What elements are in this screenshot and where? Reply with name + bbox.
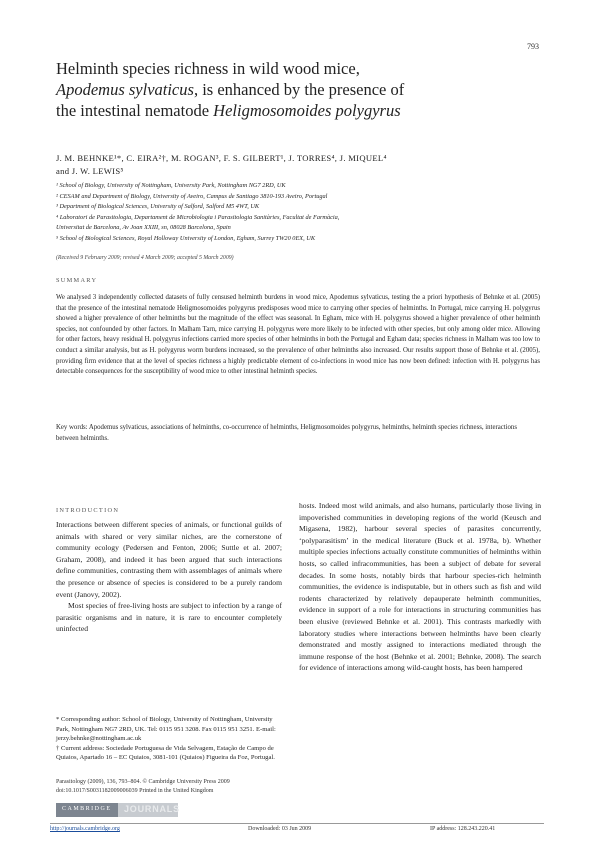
- authors-line-2: and J. W. LEWIS⁵: [56, 165, 124, 176]
- journal-info-line-1: Parasitology (2009), 136, 793–804. © Cambridge University Press 2009: [56, 779, 230, 785]
- authors-line-1: J. M. BEHNKE¹*, C. EIRA²†, M. ROGAN³, F. S. GILBERT¹, J. TORRES⁴, J. MIQUEL⁴: [56, 153, 387, 163]
- affiliation-5: ⁵ School of Biological Sciences, Royal Holloway University of London, Egham, Surrey TW20 0EX, UK: [56, 234, 316, 242]
- keywords: Key words: Apodemus sylvaticus, associations of helminths, co-occurrence of helminths, Heligmosomoides polygyrus, helminths, helminth species richness, interactions between helminths.: [56, 424, 517, 442]
- author-list: [56, 152, 546, 177]
- intro-paragraph-2: Most species of free-living hosts are subject to infection by a range of parasitic organisms and in nature, it is rare to encounter completely uninfected: [56, 601, 282, 634]
- body-right-column: [299, 500, 541, 674]
- journals-logo-text: JOURNALS: [118, 803, 178, 817]
- journal-citation: [56, 778, 230, 796]
- affiliation-4-cont: Universitat de Barcelona, Av Joan XXIII, sn, 08028 Barcelona, Spain: [56, 224, 231, 232]
- article-title: [56, 58, 536, 121]
- intro-paragraph-1: Interactions between different species of animals, or functional guilds of animals with shared or very similar niches, are the cornerstone of community ecology (Pedersen and Fenton, 2006; Suttle et al. 2007; Graham, 2008), and indeed it has been argued that such interactions define communities, contrasting them with assemblages of animals where the presence or absence of species is considered to be a purely random event (Janovy, 2002).: [56, 520, 282, 599]
- affiliations: [56, 181, 536, 245]
- abstract-text: We analysed 3 independently collected datasets of fully censused helminth burdens in wood mice, Apodemus sylvaticus, testing the a priori hypothesis of Behnke et al. (2005) that the presence of the intestinal nematode Heligmosomoides polygyrus predisposes wood mice to carrying other species of helminths. In Portugal, mice carrying H. polygyrus showed a higher prevalence of other helminths but the magnitude of the effect was seasonal. In Egham, mice with H. polygyrus showed a higher prevalence of other helminth species, not confounded by other factors. In Malham Tarn, mice carrying H. polygyrus were more likely to be infected with other species, but only among older mice. Allowing for other factors, heavy residual H. polygyrus infections carried more species of other helminths in both the Portugal and Egham data; species richness in Malham was too low to conduct a similar analysis, but as H. polygyrus worm burdens increased, so the prevalence of other helminths also increased. Our results support those of Behnke et al. (2005), providing firm evidence that at the level of species richness a highly predictable element of co-infections in wood mice has now been defined: infection with H. polygyrus has detectable consequences for the susceptibility of wood mice to other intestinal helminth species.: [56, 294, 540, 376]
- page-number: 793: [527, 42, 539, 51]
- title-nematode-italic: Heligmosomoides polygyrus: [213, 101, 401, 120]
- download-date: Downloaded: 03 Jun 2009: [248, 826, 312, 832]
- ip-address: IP address: 128.243.220.41: [430, 826, 496, 832]
- introduction-heading: INTRODUCTION: [56, 507, 120, 514]
- title-line-2: , is enhanced by the presence of: [193, 80, 405, 99]
- cambridge-logo-text: CAMBRIDGE: [56, 803, 118, 817]
- title-line-1: Helminth species richness in wild wood mice,: [56, 59, 360, 78]
- affiliation-3: ³ Department of Biological Sciences, University of Salford, Salford M5 4WT, UK: [56, 203, 260, 211]
- intro-paragraph-right: hosts. Indeed most wild animals, and also humans, particularly those living in impoverished communities in developing regions of the world (Keusch and Migasena, 1982), harbour several species of parasites concurrently, ‘polyparasitism’ in the medical literature (Buck et al. 1978a, b). Whether multiple species infections actually constitute communities of helminths within hosts, so called infracommunities, has been a subject of debate for several decades. In some hosts, notably birds that harbour species-rich helminth communities, the evidence is indisputable, but in others such as fish and wild rodents characterized by relatively depauperate helminth communities, evidence in support of a role for interactions in structuring communities has been elusive (reviewed Behnke et al. 2001). This contrasts markedly with laboratory studies where interactions between helminths have been clearly demonstrated and mostly assigned to interactions mediated through the immune response of the host (Behnke et al. 2001; Behnke, 2008). The search for evidence of interactions among wild-caught hosts, has been hampered: [299, 501, 541, 673]
- received-dates: (Received 9 February 2009; revised 4 March 2009; accepted 5 March 2009): [56, 255, 234, 261]
- corresponding-author-footnote: * Corresponding author: School of Biology, University of Nottingham, University Park, Nottingham NG7 2RD, UK. Tel: 0115 951 3208. Fax 0115 951 3251. E-mail: jerzy.behnke@nottingham.ac.uk: [56, 716, 276, 743]
- footer-divider: [50, 823, 544, 824]
- title-species-italic: Apodemus sylvaticus: [56, 80, 194, 99]
- affiliation-4: ⁴ Laboratori de Parasitologia, Departament de Microbiologia i Parasitologia Sanitàries, Facultat de Farmàcia,: [56, 213, 340, 221]
- affiliation-1: ¹ School of Biology, University of Nottingham, University Park, Nottingham NG7 2RD, UK: [56, 182, 286, 189]
- journal-info-line-2: doi:10.1017/S0031182009006039 Printed in the United Kingdom: [56, 788, 214, 795]
- summary-heading: SUMMARY: [56, 277, 98, 284]
- affiliation-2: ² CESAM and Department of Biology, University of Aveiro, Campus de Santiago 3810-193 Aveiro, Portugal: [56, 192, 328, 200]
- body-left-column: [56, 519, 282, 635]
- cambridge-journals-logo: [56, 803, 178, 817]
- journal-website-link[interactable]: http://journals.cambridge.org: [50, 826, 120, 832]
- footnotes: [56, 715, 282, 763]
- title-line-3: the intestinal nematode: [56, 101, 214, 120]
- current-address-footnote: † Current address: Sociedade Portuguesa de Vida Selvagem, Estação de Campo de Quiaios, Apartado 16 – EC Quiaios, 3081-101 (Quiaios) Figueira da Foz, Portugal.: [56, 744, 275, 762]
